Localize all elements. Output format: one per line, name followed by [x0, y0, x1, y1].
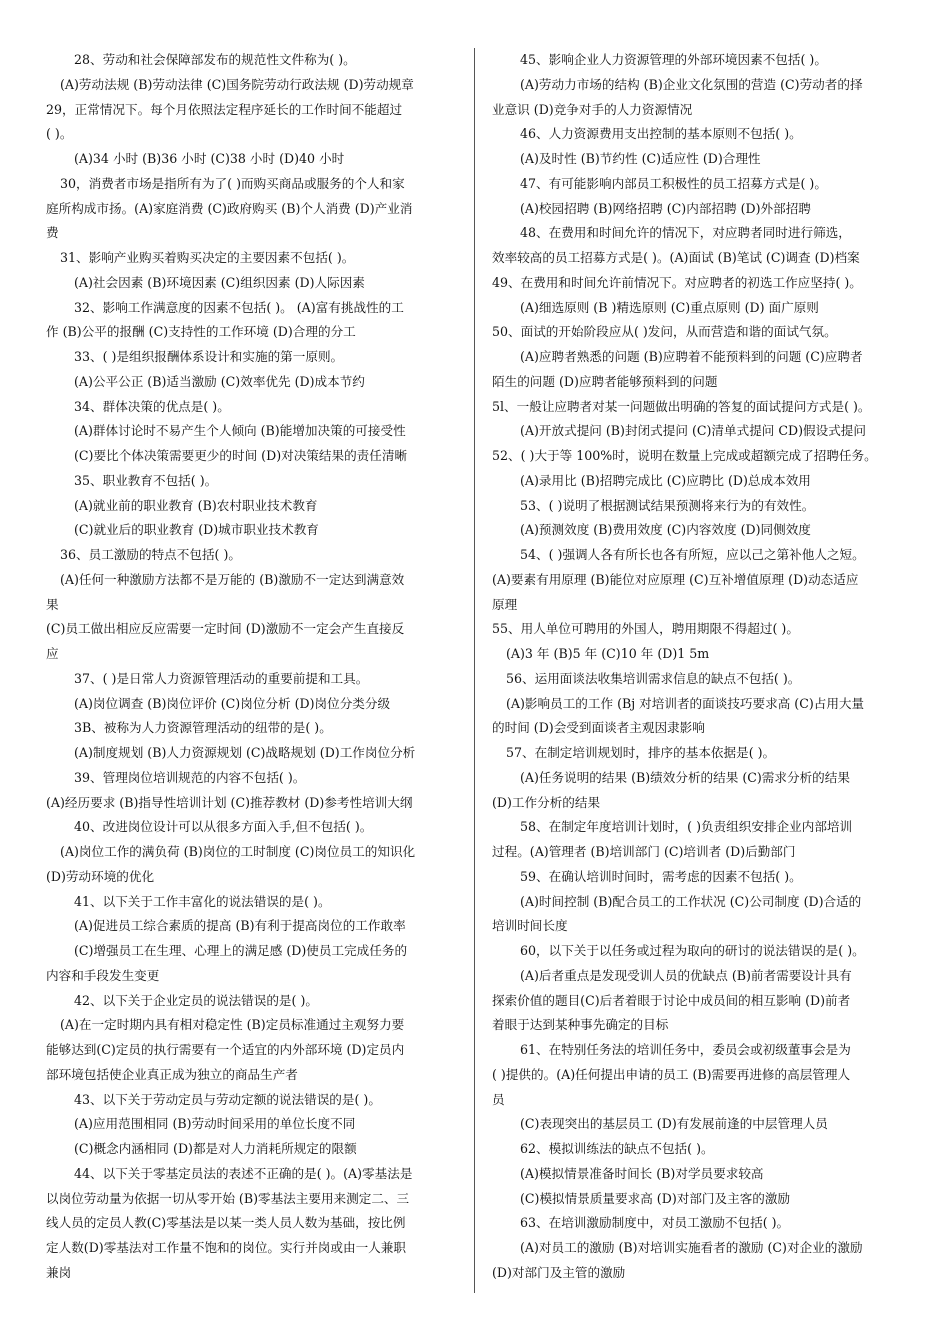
text-line: (A)校园招聘 (B)网络招聘 (C)内部招聘 (D)外部招聘 [520, 200, 811, 216]
text-line: (A)促进员工综合素质的提高 (B)有利于提高岗位的工作敢率 [74, 918, 406, 934]
text-line: (A)应用范围相同 (B)劳动时间采用的单位长度不同 [74, 1116, 356, 1132]
text-line: (A)影响员工的工作 (Bj 对培训者的面谈技巧要求高 (C)占用大量 [506, 695, 865, 711]
text-line: (C)表现突出的基层员工 (D)有发展前逢的中层管理人员 [520, 1116, 828, 1132]
text-line: (C)员工做出相应反应需要一定时间 (D)激励不一定会产生直接反 [46, 621, 405, 637]
text-line: 应 [46, 646, 59, 661]
text-line: 50、面试的开始阶段应从( )发问，从而营造和谐的面试气氛。 [492, 324, 837, 340]
text-line: 44、以下关于零基定员法的表述不正确的是( )。(A)零基法是 [74, 1165, 413, 1181]
text-line: (A)后者重点是发现受训人员的优缺点 (B)前者需要设计具有 [520, 967, 852, 983]
right-column [492, 48, 910, 1286]
text-line: (A)在一定时期内具有相对稳定性 (B)定员标准通过主观努力要 [60, 1017, 405, 1033]
text-line: (A)劳动力市场的结构 (B)企业文化氛围的营造 (C)劳动者的择 [520, 76, 863, 92]
text-line: (A)应聘者熟悉的问题 (B)应聘着不能预料到的问题 (C)应聘者 [520, 349, 863, 364]
text-line: (A)对员工的激励 (B)对培训实施看者的激励 (C)对企业的激励 [520, 1240, 863, 1255]
text-line: 以岗位劳动量为依据一切从零开始 (B)零基法主要用来测定二、三 [46, 1190, 410, 1206]
text-line: (A)模拟情景准备时间长 (B)对学员要求较高 [520, 1165, 764, 1181]
text-line: 庭所构成市扬。(A)家庭消费 (C)政府购买 (B)个人消费 (D)产业消 [46, 200, 413, 216]
text-line: 培训时间长度 [492, 918, 568, 934]
text-line: (C)概念内涵相同 (D)都是对人力消耗所规定的限额 [74, 1141, 357, 1156]
text-line: (A)预测效度 (B)费用效度 (C)内容效度 (D)同侧效度 [520, 522, 811, 538]
text-line: 61、在特别任务法的培训任务中，委员会或初级董事会是为 [520, 1042, 851, 1057]
text-line: (C)模拟情景质量要求高 (D)对部门及主客的激励 [520, 1190, 791, 1206]
text-line: 37、( )是日常人力资源管理活动的重要前提和工具。 [74, 670, 369, 686]
text-line: 原理 [492, 596, 518, 612]
text-line: (A)细选原则 (B )精选原则 (C)重点原则 (D) 面广原则 [520, 299, 819, 315]
text-line: 部环境包括使企业真正成为独立的商品生产者 [46, 1066, 298, 1082]
text-line: 内容和手段发生变更 [46, 967, 160, 983]
text-line: (A)开放式提问 (B)封闭式提问 (C)清单式提问 CD)假设式提问 [520, 423, 866, 439]
text-line: 57、在制定培训规划时，排序的基本依据是( )。 [506, 745, 776, 760]
text-line: (A)就业前的职业教育 (B)农村职业技术教育 [74, 497, 318, 513]
text-line: 5l、一般让应聘者对某一问题做出明确的答复的面试提问方式是( )。 [492, 398, 871, 414]
text-line: (C)就业后的职业教育 (D)城市职业技术教育 [74, 522, 319, 538]
text-line: (A)及时性 (B)节约性 (C)适应性 (D)合理性 [520, 151, 761, 166]
text-line: 31、影响产业购买着购买决定的主要因素不包括( )。 [60, 250, 355, 265]
text-line: (C)增强员工在生理、心理上的满足感 (D)使员工完成任务的 [74, 943, 408, 958]
text-line: (A)要素有用原理 (B)能位对应原理 (C)互补增值原理 (D)动态适应 [492, 571, 859, 587]
text-line: 48、在费用和时间允许的情况下，对应聘者同时进行筛选， [520, 225, 851, 241]
text-line: 探索价值的题目(C)后者着眼于讨论中成员间的相互影响 (D)前者 [492, 992, 851, 1008]
text-line: (A)社会因素 (B)环境因素 (C)组织因素 (D)人际因素 [74, 274, 365, 290]
text-line: 30，消费者市场是指所有为了( )而购买商品或服务的个人和家 [60, 175, 405, 191]
text-line: 定人数(D)零基法对工作量不饱和的岗位。实行并岗或由一人兼职 [46, 1240, 406, 1255]
text-line: (D)工作分析的结果 [492, 794, 601, 810]
text-line: 36、员工激励的特点不包括( )。 [60, 547, 241, 562]
left-column [46, 48, 456, 1286]
text-line: 着眼于达到某种事先确定的目标 [492, 1017, 669, 1033]
text-line: 47、有可能影响内部员工积极性的员工招募方式是( )。 [520, 175, 827, 191]
column-divider [474, 48, 475, 1293]
text-line: 58、在制定年度培训计划时，( )负责组织安排企业内部培训 [520, 819, 853, 835]
text-line: 业意识 (D)竞争对手的人力资源情况 [492, 101, 693, 117]
text-line: 3B、被称为人力资源管理活动的纽带的是( )。 [74, 720, 332, 736]
text-line: 43、以下关于劳动定员与劳动定额的说法错误的是( )。 [74, 1091, 381, 1107]
text-line: 54、( )强调人各有所长也各有所短，应以己之第补他人之短。 [520, 547, 865, 562]
text-line: 效率较高的员工招募方式是( )。(A)面试 (B)笔试 (C)调查 (D)档案 [492, 250, 860, 265]
text-line: (C)要比个体决策需要更少的时间 (D)对决策结果的责任清晰 [74, 448, 408, 463]
text-line: (A)制度规划 (B)人力资源规划 (C)战略规划 (D)工作岗位分析 [74, 745, 416, 760]
text-line: (D)对部门及主管的激励 [492, 1264, 626, 1280]
text-line: 作 (B)公平的报酬 (C)支持性的工作环境 (D)合理的分工 [46, 324, 356, 340]
text-line: ( )提供的。(A)任何提出申请的员工 (B)需要再进修的高层管理人 [492, 1066, 851, 1082]
text-line: 过程。(A)管理者 (B)培训部门 (C)培训者 (D)后勤部门 [492, 844, 796, 859]
text-line: (A)任何一种激励方法都不是万能的 (B)激励不一定达到满意效 [60, 571, 405, 587]
text-line: 果 [46, 596, 59, 612]
text-line: 29，正常情况下。每个月依照法定程序延长的工作时间不能超过 [46, 101, 403, 117]
text-line: 49、在费用和时间允许前情况下。对应聘者的初选工作应坚持( )。 [492, 274, 862, 290]
text-line: 52、( )大于等 100%时，说明在数量上完成或超额完成了招聘任务。 [492, 448, 877, 463]
text-line: 63、在培训激励制度中，对员工激励不包括( )。 [520, 1215, 790, 1231]
text-line: 60，以下关于以任务或过程为取向的研讨的说法错误的是( )。 [520, 943, 865, 958]
text-line: 40、改进岗位设计可以从很多方面入手,但不包括( )。 [74, 819, 373, 835]
text-line: (A)岗位工作的满负荷 (B)岗位的工时制度 (C)岗位员工的知识化 [60, 844, 416, 859]
text-line: 59、在确认培训时间时，需考虑的因素不包括( )。 [520, 868, 802, 884]
text-line: (D)劳动环境的优化 [46, 868, 155, 884]
text-line: 41、以下关于工作丰富化的说法错误的是( )。 [74, 893, 331, 909]
text-line: 兼岗 [46, 1264, 72, 1280]
text-line: 陌生的问题 (D)应聘者能够预料到的问题 [492, 373, 718, 389]
text-line: 42、以下关于企业定员的说法错误的是( )。 [74, 992, 318, 1008]
text-line: 35、职业教育不包括( )。 [74, 472, 218, 488]
text-line: (A)群体讨论时不易产生个人倾向 (B)能增加决策的可接受性 [74, 423, 406, 439]
text-line: 的时间 (D)会受到面谈者主观因隶影响 [492, 720, 705, 736]
text-line: (A)任务说明的结果 (B)绩效分析的结果 (C)需求分析的结果 [520, 769, 850, 785]
text-line: 46、人力资源费用支出控制的基本原则不包括( )。 [520, 126, 802, 142]
text-line: (A)录用比 (B)招聘完成比 (C)应聘比 (D)总成本效用 [520, 472, 811, 488]
text-line: (A)劳动法规 (B)劳动法律 (C)国务院劳动行政法规 (D)劳动规章 [60, 76, 414, 92]
text-line: 34、群体决策的优点是( )。 [74, 398, 230, 414]
text-line: 39、管理岗位培训规范的内容不包括( )。 [74, 769, 306, 785]
text-line: (A)34 小时 (B)36 小时 (C)38 小时 (D)40 小时 [74, 151, 345, 166]
text-line: (A)3 年 (B)5 年 (C)10 年 (D)1 5m [506, 646, 710, 661]
text-line: (A)时间控制 (B)配合员工的工作状况 (C)公司制度 (D)合适的 [520, 893, 862, 909]
text-line: 53、( )说明了根据测试结果预测将来行为的有效性。 [520, 497, 815, 513]
text-line: 62、模拟训练法的缺点不包括( )。 [520, 1141, 714, 1156]
text-line: 员 [492, 1091, 505, 1107]
text-line: (A)岗位调查 (B)岗位评价 (C)岗位分析 (D)岗位分类分级 [74, 695, 391, 711]
text-line: 28、劳动和社会保障部发布的规范性文件称为( )。 [74, 52, 356, 67]
text-line: 56、运用面谈法收集培训需求信息的缺点不包括( )。 [506, 670, 801, 686]
text-line: 55、用人单位可聘用的外国人，聘用期限不得超过( )。 [492, 621, 799, 637]
text-line: 线人员的定员人教(C)零基法是以某一类人员人数为基础，按比例 [46, 1215, 406, 1231]
text-line: 45、影响企业人力资源管理的外部环境因素不包括( )。 [520, 52, 827, 67]
text-line: 32、影响工作满意度的因素不包括( )。 (A)富有挑战性的工 [74, 299, 404, 315]
text-line: 费 [46, 225, 59, 241]
text-line: (A)公平公正 (B)适当激励 (C)效率优先 (D)成本节约 [74, 373, 365, 389]
text-line: 33、( )是组织报酬体系设计和实施的第一原则。 [74, 349, 344, 364]
text-line: ( )。 [46, 126, 73, 142]
text-line: (A)经历要求 (B)指导性培训计划 (C)推荐教材 (D)参考性培训大纲 [46, 794, 413, 810]
text-line: 能够达到(C)定员的执行需要有一个适宜的内外部环境 (D)定员内 [46, 1042, 405, 1057]
